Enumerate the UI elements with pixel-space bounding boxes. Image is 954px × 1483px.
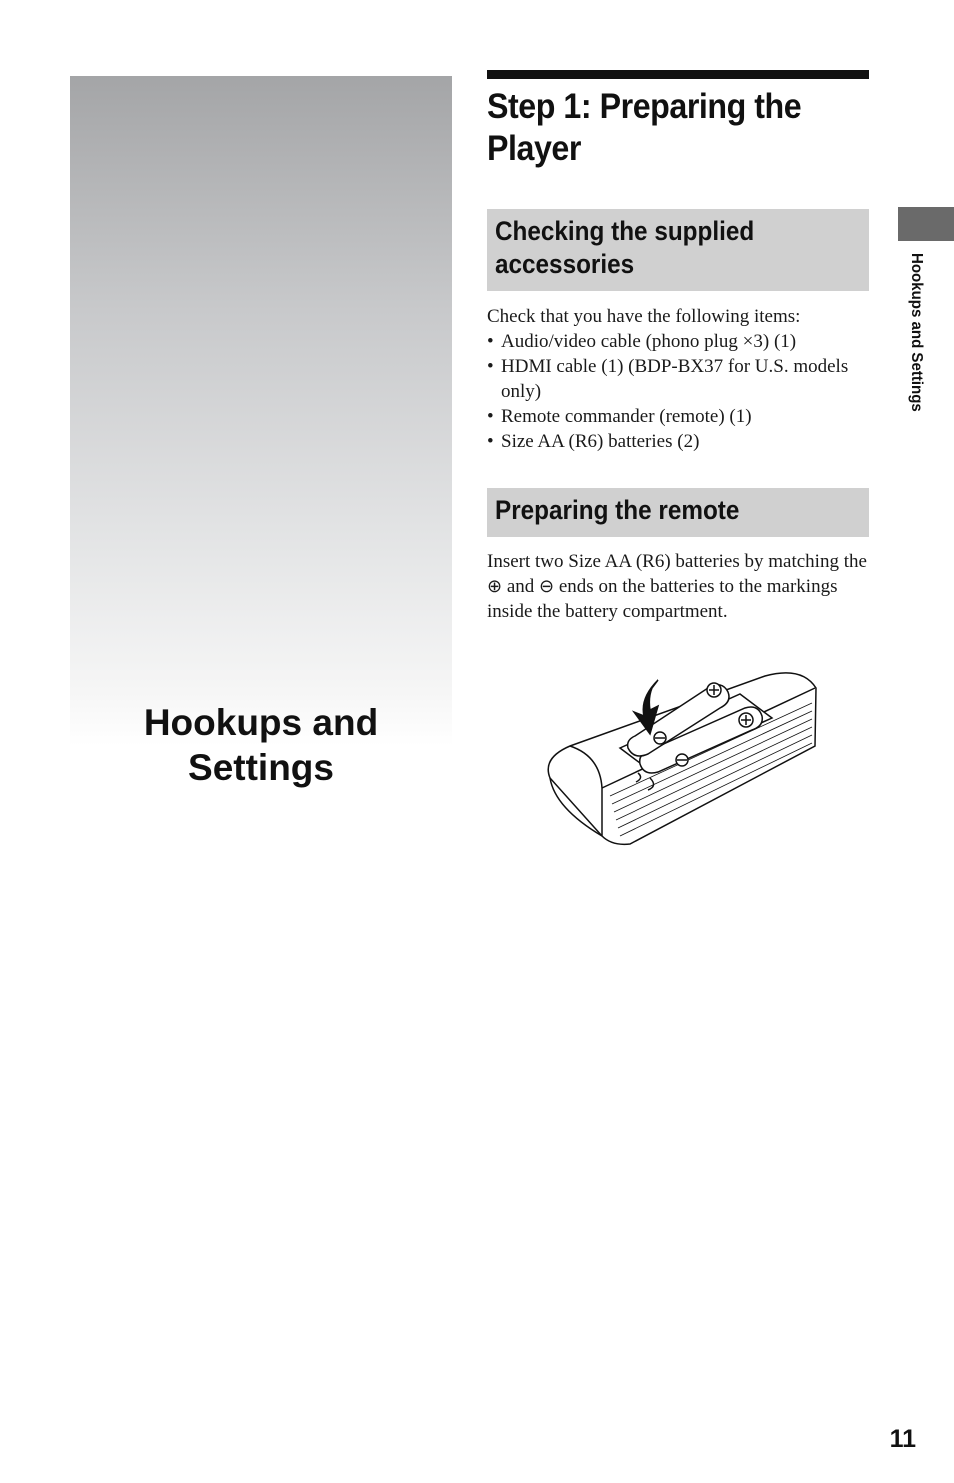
- section-heading-accessories: [487, 209, 869, 291]
- list-item: • Size AA (R6) batteries (2): [487, 429, 869, 454]
- list-item: • Audio/video cable (phono plug ×3) (1): [487, 329, 869, 354]
- instruction-text-3: ends on the batteries to the markings inside the battery compartment.: [487, 576, 838, 622]
- list-item: • HDMI cable (1) (BDP-BX37 for U.S. models only): [487, 354, 869, 404]
- minus-terminal-icon: ⊖: [539, 576, 555, 596]
- section-heading-remote: [487, 488, 869, 537]
- step-title: [487, 86, 855, 170]
- accessories-list: [487, 329, 869, 454]
- instruction-text-2: and: [506, 576, 535, 597]
- step-title-line1: Step 1: Preparing the: [487, 87, 802, 126]
- plus-terminal-icon: ⊕: [487, 576, 503, 596]
- chapter-title: [70, 700, 452, 790]
- section-heading-line1: Checking the supplied: [495, 216, 755, 246]
- remote-battery-illustration: [540, 668, 820, 848]
- chapter-banner: [70, 76, 452, 746]
- chapter-thumb-tab: [898, 207, 954, 241]
- chapter-title-line2: Settings: [188, 747, 334, 788]
- remote-instructions: [487, 549, 869, 624]
- chapter-title-line1: Hookups and: [143, 702, 379, 743]
- section-heading-line2: accessories: [495, 249, 635, 279]
- page-number: 11: [889, 1425, 916, 1453]
- accessories-intro: Check that you have the following items:: [487, 306, 801, 327]
- instruction-text-1: Insert two Size AA (R6) batteries by matching the: [487, 551, 867, 572]
- top-rule: [487, 70, 869, 79]
- accessories-text: [487, 304, 869, 454]
- chapter-side-label: Hookups and Settings: [908, 253, 925, 412]
- list-item: • Remote commander (remote) (1): [487, 404, 869, 429]
- section-heading-remote-label: Preparing the remote: [495, 495, 740, 525]
- step-title-line2: Player: [487, 129, 581, 168]
